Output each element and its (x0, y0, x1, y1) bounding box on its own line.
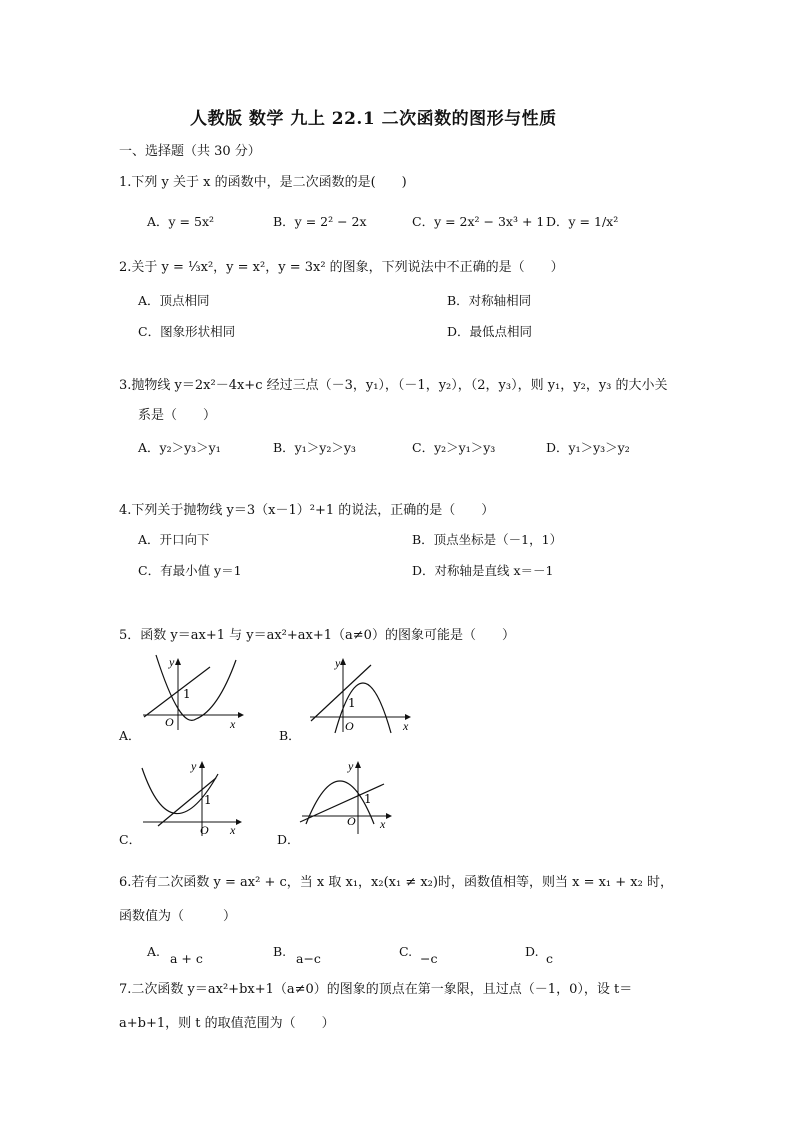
question-5-option-c-label: C． (119, 832, 142, 847)
question-1-option-d: D．y = 1/x² (546, 214, 619, 229)
section-heading: 一、选择题（共 30 分） (119, 144, 261, 159)
graph-a-y-label: y (169, 655, 175, 669)
question-2-option-b: B．对称轴相同 (447, 293, 532, 308)
graph-c-svg (138, 758, 248, 838)
question-5-stem: 5．函数 y＝ax+1 与 y＝ax²+ax+1（a≠0）的图象可能是（ ） (119, 628, 515, 643)
question-5-graph-d (298, 758, 408, 838)
graph-a-x-label: x (230, 717, 236, 731)
question-6-option-b-label: B. (273, 944, 287, 959)
graph-a-line (144, 667, 210, 717)
question-5-option-a-label: A． (119, 728, 141, 743)
question-1-stem: 1.下列 y 关于 x 的函数中，是二次函数的是( ) (119, 175, 407, 190)
graph-d-y-arrow (355, 761, 361, 768)
question-3-option-a: A．y₂＞y₃＞y₁ (138, 440, 221, 455)
graph-a-intercept-label: 1 (183, 687, 191, 701)
question-1-option-c: C．y = 2x² − 3x³ + 1 (412, 214, 545, 229)
graph-b-origin-label: O (345, 719, 354, 733)
question-3-option-c: C．y₂＞y₁＞y₃ (412, 440, 496, 455)
graph-d-intercept-label: 1 (364, 792, 372, 806)
question-5-option-d-label: D． (277, 832, 300, 847)
graph-b-y-label: y (335, 656, 341, 670)
graph-b-x-label: x (403, 719, 409, 733)
graph-a-origin-label: O (165, 715, 174, 729)
question-3-stem-line-2: 系是（ ） (138, 408, 217, 423)
question-4-option-b: B．顶点坐标是（－1，1） (412, 532, 563, 547)
graph-d-origin-label: O (347, 814, 356, 828)
graph-c-y-arrow (199, 761, 205, 768)
question-6-option-c-value: −c (420, 951, 438, 966)
question-1-option-b: B．y = 2² − 2x (273, 214, 367, 229)
graph-c-origin-label: O (200, 823, 209, 837)
graph-c-intercept-label: 1 (204, 793, 212, 807)
question-5-graph-a (138, 655, 248, 735)
question-3-stem-line-1: 3.抛物线 y＝2x²－4x+c 经过三点（－3，y₁），（－1，y₂），（2，y₃），则 y₁，y₂，y₃ 的大小关 (119, 378, 668, 393)
question-7-stem-line-1: 7.二次函数 y＝ax²+bx+1（a≠0）的图象的顶点在第一象限，且过点（－1，0），设 t＝ (119, 982, 633, 997)
graph-d-x-label: x (380, 817, 386, 831)
question-4-option-a: A．开口向下 (138, 532, 210, 547)
page-title: 人教版 数学 九上 22.1 二次函数的图形与性质 (190, 109, 557, 129)
graph-a-svg (138, 655, 248, 735)
question-1-option-a: A．y = 5x² (147, 214, 215, 229)
question-5-option-b-label: B． (279, 728, 301, 743)
graph-b-intercept-label: 1 (348, 696, 356, 710)
question-4-option-c: C．有最小值 y＝1 (138, 563, 242, 578)
question-4-option-d: D．对称轴是直线 x＝－1 (412, 563, 554, 578)
graph-b-svg (305, 655, 415, 735)
question-6-option-c-label: C. (399, 944, 413, 959)
graph-d-svg (298, 758, 408, 838)
question-7-stem-line-2: a+b+1，则 t 的取值范围为（ ） (119, 1016, 335, 1031)
graph-d-y-label: y (348, 759, 354, 773)
question-6-option-d-value: c (546, 951, 554, 966)
question-3-option-b: B．y₁＞y₂＞y₃ (273, 440, 356, 455)
question-4-stem: 4.下列关于抛物线 y＝3（x－1）²+1 的说法，正确的是（ ） (119, 503, 495, 518)
question-2-option-a: A．顶点相同 (138, 293, 210, 308)
question-6-stem-line-2: 函数值为（ ） (119, 909, 237, 924)
question-6-stem-line-1: 6.若有二次函数 y = ax² + c，当 x 取 x₁，x₂(x₁ ≠ x₂)时，函数值相等，则当 x = x₁ + x₂ 时， (119, 875, 673, 890)
graph-c-x-arrow (236, 819, 242, 825)
question-2-stem: 2.关于 y = ⅓x²，y = x²，y = 3x² 的图象，下列说法中不正确的是（ ） (119, 260, 564, 275)
graph-a-parabola (156, 655, 236, 720)
graph-a-y-arrow (175, 658, 181, 665)
question-6-option-a-value: a + c (170, 951, 203, 966)
question-2-option-d: D．最低点相同 (447, 324, 533, 339)
graph-c-y-label: y (191, 759, 197, 773)
question-3-option-d: D．y₁＞y₃＞y₂ (546, 440, 630, 455)
question-5-graph-c (138, 758, 248, 838)
question-6-option-a-label: A. (147, 944, 161, 959)
graph-d-x-arrow (386, 813, 392, 819)
graph-b-y-arrow (340, 658, 346, 665)
question-5-graph-b (305, 655, 415, 735)
question-6-option-d-label: D. (525, 944, 539, 959)
graph-c-x-label: x (230, 823, 236, 837)
question-6-option-b-value: a−c (296, 951, 321, 966)
question-2-option-c: C．图象形状相同 (138, 324, 236, 339)
graph-a-x-arrow (238, 712, 244, 718)
